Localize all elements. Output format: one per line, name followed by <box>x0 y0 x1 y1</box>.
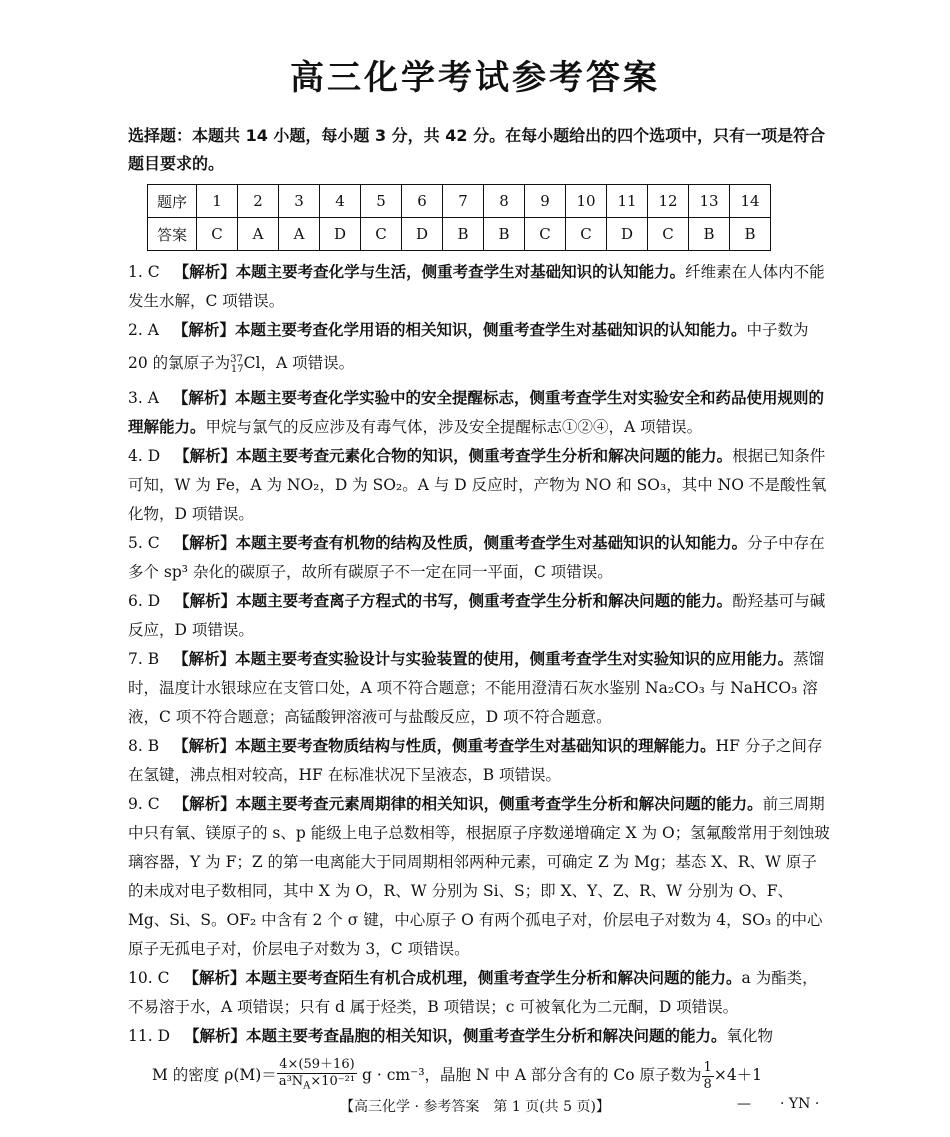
formula-tail: ×4＋1 <box>713 1066 763 1085</box>
item-bold: 本题主要考查元素周期律的相关知识，侧重考查学生分析和解决问题的能力。 <box>235 795 763 814</box>
table-cell: D <box>402 218 443 251</box>
list-item <box>128 1022 830 1095</box>
table-cell: B <box>484 218 525 251</box>
item-bold: 本题主要考查化学与生活，侧重考查学生对基础知识的认知能力。 <box>235 263 686 281</box>
table-cell: 12 <box>648 185 689 218</box>
item-text: Cl，A 项错误。 <box>243 354 355 373</box>
item-bold: 本题主要考查物质结构与性质，侧重考查学生对基础知识的理解能力。 <box>235 737 716 756</box>
item-number: 6. D <box>128 592 161 611</box>
table-cell: C <box>648 218 689 251</box>
item-tag: 【解析】 <box>173 795 236 814</box>
table-cell: 6 <box>402 185 443 218</box>
table-cell: 1 <box>197 185 238 218</box>
table-cell: B <box>443 218 484 251</box>
table-cell: 10 <box>566 185 607 218</box>
table-cell: C <box>525 218 566 251</box>
item-tag: 【解析】 <box>172 321 235 339</box>
item-bold: 本题主要考查实验设计与实验装置的使用，侧重考查学生对实验知识的应用能力。 <box>235 650 794 669</box>
footer-code: · YN · <box>780 1096 820 1112</box>
density-formula <box>128 1057 830 1095</box>
formula-denominator <box>277 1074 357 1095</box>
item-number: 11. D <box>128 1027 171 1046</box>
formula-den-tail: ×10⁻²¹ <box>310 1074 356 1090</box>
item-number: 10. C <box>128 969 170 988</box>
item-tag: 【解析】 <box>184 1027 247 1046</box>
item-tag: 【解析】 <box>173 737 236 756</box>
item-bold: 本题主要考查离子方程式的书写，侧重考查学生分析和解决问题的能力。 <box>236 592 733 611</box>
table-cell: 9 <box>525 185 566 218</box>
item-text: 前三周期中只有氧、镁原子的 s、p 能级上电子总数相等，根据原子序数递增确定 X 为 O；氢氟酸常用于刻蚀玻璃容器，Y 为 F；Z 的第一电离能大于同周期相邻两种元素，可确定 Z 为 Mg；基态 X、R、W 原子的未成对电子数相同，其中 X 为 O，R、W 分别为 Si、S；即 X、Y、Z、R、W 分别为 O、F、Mg、Si、S。OF₂ 中含有 2 个 σ 键，中心原子 O 有两个孤电子对，价层电子对数为 4，SO₃ 的中心原子无孤电子对，价层电子对数为 3，C 项错误。 <box>128 795 830 959</box>
table-cell: D <box>320 218 361 251</box>
item-number: 5. C <box>128 534 160 553</box>
item-text: 纤维素在人体内不能发生水解，C 项错误。 <box>128 263 825 310</box>
table-cell: 7 <box>443 185 484 218</box>
item-bold: 本题主要考查元素化合物的知识，侧重考查学生分析和解决问题的能力。 <box>236 447 733 466</box>
table-cell: 14 <box>730 185 771 218</box>
item-number: 1. C <box>128 263 160 281</box>
table-row-answers <box>148 218 771 251</box>
item-text: 根据已知条件可知，W 为 Fe，A 为 NO₂，D 为 SO₂。A 与 D 反应时，产物为 NO 和 SO₃，其中 NO 不是酸性氧化物，D 项错误。 <box>128 447 827 524</box>
table-header-cell: 答案 <box>148 218 197 251</box>
list-item <box>128 732 830 790</box>
table-row-numbers <box>148 185 771 218</box>
eighth-fraction <box>702 1060 714 1093</box>
item-text: 中子数为 20 的氯原子为 <box>128 321 809 373</box>
list-item <box>128 790 830 964</box>
list-item <box>128 258 830 316</box>
table-cell: 4 <box>320 185 361 218</box>
table-cell: C <box>197 218 238 251</box>
item-tag: 【解析】 <box>172 389 235 408</box>
list-item <box>128 316 830 384</box>
answer-table <box>147 184 771 251</box>
item-number: 8. B <box>128 737 160 756</box>
item-bold: 本题主要考查化学实验中的安全提醒标志，侧重考查学生对实验安全和药品使用规则的理解能力。 <box>128 389 824 437</box>
table-cell: 3 <box>279 185 320 218</box>
item-tag: 【解析】 <box>173 263 236 281</box>
mass-number: 37 <box>230 354 243 365</box>
item-number: 3. A <box>128 389 159 408</box>
page-footer: 【高三化学 · 参考答案 第 1 页(共 5 页)】 <box>340 1099 610 1115</box>
item-text: 甲烷与氯气的反应涉及有毒气体，涉及安全提醒标志①②④，A 项错误。 <box>205 418 703 437</box>
item-tag: 【解析】 <box>174 447 237 466</box>
formula-numerator: 4×(59＋16) <box>277 1057 357 1074</box>
list-item <box>128 442 830 529</box>
item-bold: 本题主要考查晶胞的相关知识，侧重考查学生分析和解决问题的能力。 <box>246 1027 727 1046</box>
table-cell: 8 <box>484 185 525 218</box>
item-number: 2. A <box>128 321 159 339</box>
item-tag: 【解析】 <box>174 592 237 611</box>
list-item <box>128 384 830 442</box>
formula-den-main: a³N <box>278 1074 304 1090</box>
item-bold: 本题主要考查有机物的结构及性质，侧重考查学生对基础知识的认知能力。 <box>235 534 748 553</box>
eighth-denominator: 8 <box>703 1076 712 1092</box>
item-bold: 本题主要考查陌生有机合成机理，侧重考查学生分析和解决问题的能力。 <box>245 969 742 988</box>
item-tag: 【解析】 <box>183 969 246 988</box>
table-cell: A <box>238 218 279 251</box>
list-item <box>128 529 830 587</box>
footer-dash: — <box>737 1096 751 1112</box>
item-text: HF 分子之间存在氢键，沸点相对较高，HF 在标准状况下呈液态，B 项错误。 <box>128 737 823 785</box>
item-number: 4. D <box>128 447 161 466</box>
item-text: 分子中存在多个 sp³ 杂化的碳原子，故所有碳原子不一定在同一平面，C 项错误。 <box>128 534 825 582</box>
table-header-cell: 题序 <box>148 185 197 218</box>
item-text: a 为酯类，不易溶于水，A 项错误；只有 d 属于烃类，B 项错误；c 可被氧化为二元酮，D 项错误。 <box>128 969 818 1017</box>
table-cell: A <box>279 218 320 251</box>
table-cell: C <box>361 218 402 251</box>
atomic-number: 17 <box>230 364 244 376</box>
item-text: 氧化物 <box>726 1027 774 1046</box>
list-item <box>128 587 830 645</box>
intro-text: 选择题：本题共 14 小题，每小题 3 分，共 42 分。在每小题给出的四个选项中，只有一项是符合题目要求的。 <box>128 126 826 173</box>
eighth-numerator: 1 <box>703 1059 712 1075</box>
table-cell: B <box>689 218 730 251</box>
formula-fraction <box>277 1057 357 1095</box>
item-text: 蒸馏时，温度计水银球应在支管口处，A 项不符合题意；不能用澄清石灰水鉴别 Na₂CO₃ 与 NaHCO₃ 溶液，C 项不符合题意；高锰酸钾溶液可与盐酸反应，D 项不符合题意。 <box>128 650 825 727</box>
item-tag: 【解析】 <box>173 650 236 669</box>
item-number: 7. B <box>128 650 160 669</box>
item-bold: 本题主要考查化学用语的相关知识，侧重考查学生对基础知识的认知能力。 <box>234 321 747 339</box>
table-cell: B <box>730 218 771 251</box>
item-number: 9. C <box>128 795 160 814</box>
table-cell: 11 <box>607 185 648 218</box>
table-cell: 13 <box>689 185 730 218</box>
table-cell: 5 <box>361 185 402 218</box>
item-tag: 【解析】 <box>173 534 236 553</box>
formula-lead: M 的密度 ρ(M)＝ <box>152 1066 277 1085</box>
formula-unit: g · cm⁻³，晶胞 N 中 A 部分含有的 Co 原子数为 <box>357 1066 702 1085</box>
formula-den-sub: A <box>303 1080 311 1092</box>
explanation-list <box>128 258 830 1095</box>
table-cell: D <box>607 218 648 251</box>
table-cell: 2 <box>238 185 279 218</box>
page-title: 高三化学考试参考答案 <box>290 58 660 98</box>
item-text: 酚羟基可与碱反应，D 项错误。 <box>128 592 826 640</box>
table-cell: C <box>566 218 607 251</box>
list-item <box>128 964 830 1022</box>
list-item <box>128 645 830 732</box>
